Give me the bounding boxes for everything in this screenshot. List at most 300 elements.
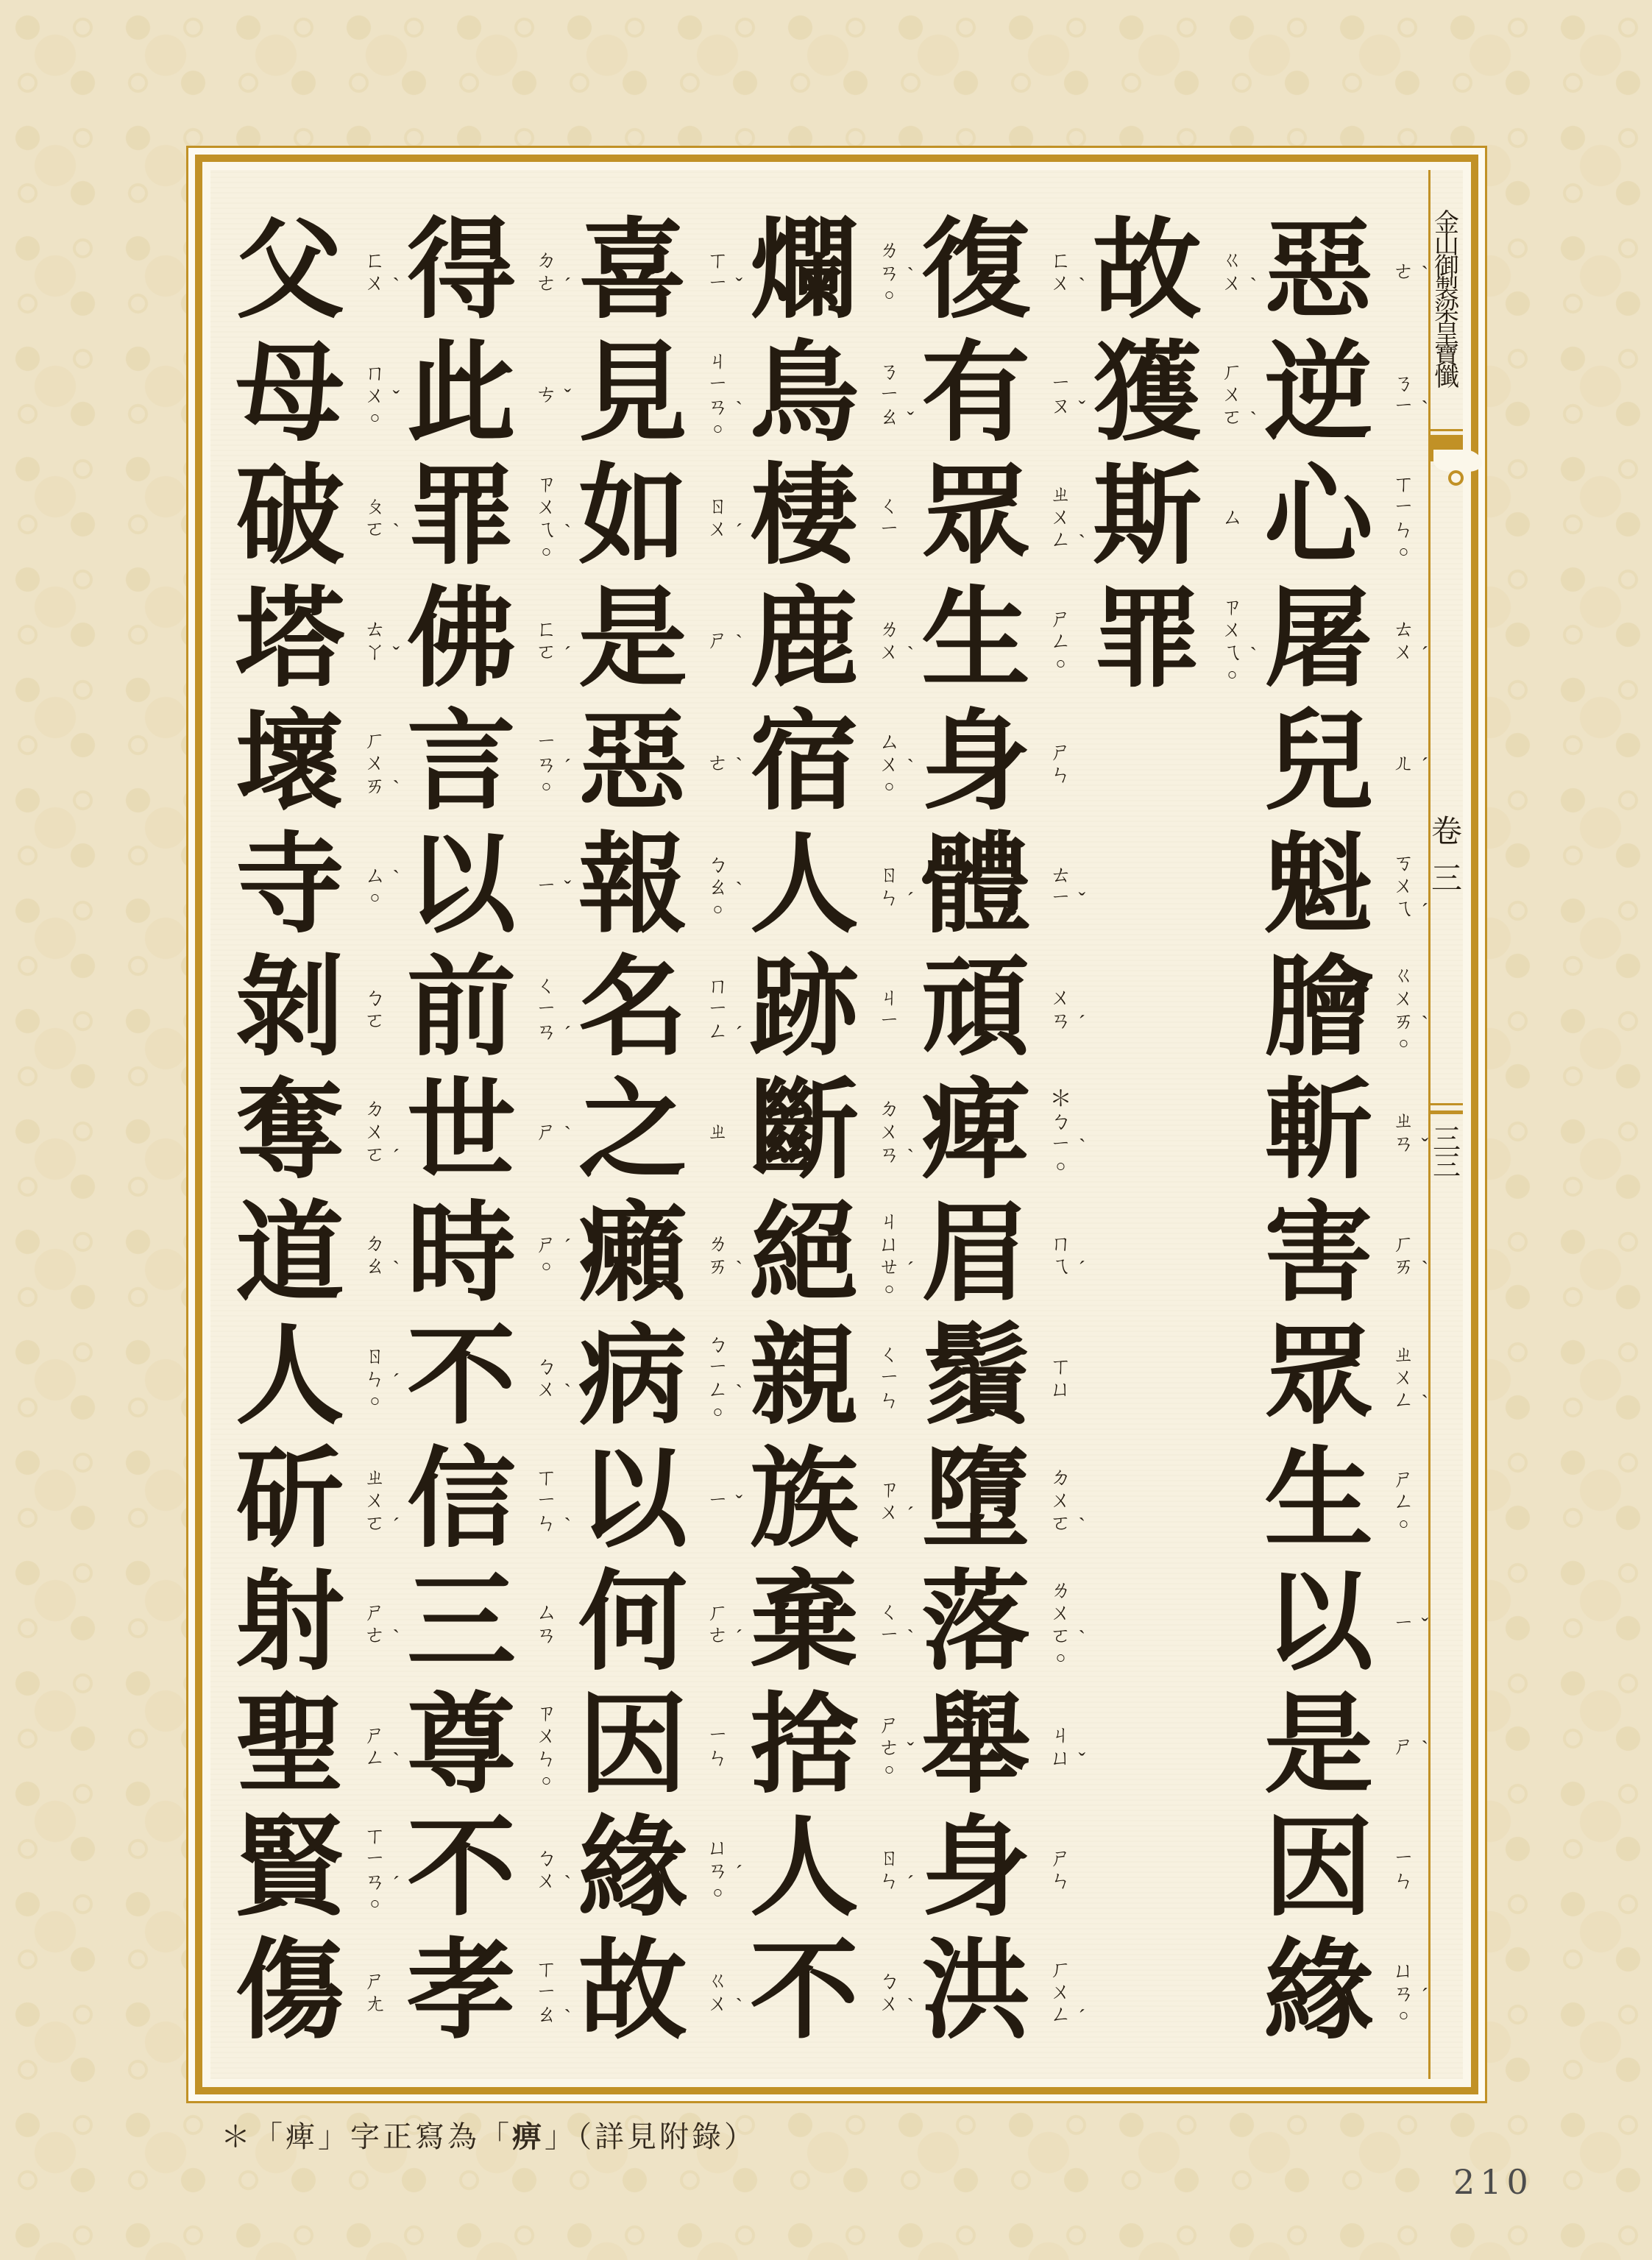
tone-mark: ˋ — [564, 1515, 571, 1537]
main-character: 體 — [921, 826, 1030, 946]
zhuyin-annotation: ㄧ ㄣ — [706, 1723, 728, 1770]
main-character: 捨 — [750, 1686, 859, 1807]
tone-mark: ˋ — [564, 521, 571, 544]
main-character: 害 — [1264, 1194, 1373, 1315]
main-character: 落 — [921, 1563, 1030, 1684]
main-character: 時 — [407, 1194, 516, 1315]
pause-circle: ○ — [1398, 2005, 1409, 2025]
tone-mark: ˋ — [735, 754, 742, 777]
tone-mark: ˋ — [735, 878, 742, 901]
main-character: 棄 — [750, 1563, 859, 1684]
main-character: 宿 — [750, 703, 859, 823]
main-character: 言 — [407, 703, 516, 823]
char-cell — [568, 702, 740, 825]
tone-mark: ˊ — [564, 1023, 571, 1046]
char-cell — [1082, 579, 1257, 702]
char-cell — [397, 825, 571, 948]
char-cell — [740, 1194, 914, 1317]
zhuyin-annotation: ㄐ ㄩ ㄝ ˊ ○ — [878, 1210, 914, 1298]
main-character: 眾 — [1264, 1317, 1373, 1438]
tone-mark: ˊ — [735, 1023, 742, 1046]
char-cell — [225, 210, 400, 333]
zhuyin-annotation: ㄨ ㄢ ˊ — [1049, 985, 1085, 1035]
main-character: 名 — [578, 949, 687, 1069]
tone-mark: ˇ — [907, 1738, 914, 1762]
text-column-2 — [1082, 210, 1257, 2054]
pause-circle: ○ — [884, 776, 895, 796]
main-character: 佛 — [407, 580, 516, 701]
zhuyin-annotation: ㄕ ˋ — [1392, 1735, 1428, 1760]
char-cell — [1254, 1808, 1425, 1931]
tone-mark: ˇ — [564, 877, 571, 900]
zhuyin-annotation: ㄈ ㄛ ˊ — [535, 617, 571, 666]
tone-mark: ˋ — [1249, 644, 1257, 667]
main-character: 之 — [578, 1071, 687, 1192]
char-cell — [1082, 333, 1257, 456]
char-cell — [397, 456, 571, 579]
tone-mark: ˇ — [735, 1492, 742, 1515]
zhuyin-annotation: ㄑ ㄧ ㄢ ˊ — [535, 974, 571, 1046]
tone-mark: ˊ — [907, 1258, 914, 1281]
zhuyin-annotation: ㄏ ㄨ ㄛ ˋ — [1221, 360, 1257, 431]
main-character: 獲 — [1093, 334, 1202, 455]
pause-circle: ○ — [1398, 542, 1409, 561]
text-column-3 — [911, 210, 1086, 2054]
main-character: 病 — [578, 1317, 687, 1438]
pause-circle: ○ — [541, 542, 552, 561]
zhuyin-annotation: ㄊ ㄚ ˇ — [364, 617, 400, 666]
main-character: 兒 — [1264, 703, 1373, 823]
char-cell — [568, 1071, 740, 1194]
char-cell — [568, 1685, 740, 1808]
pause-circle: ○ — [884, 285, 895, 304]
tone-mark: ˋ — [1078, 1627, 1085, 1650]
zhuyin-annotation: ㄌ ㄢ ˋ ○ — [878, 238, 914, 304]
zhuyin-annotation: ㄕ ㄥ ○ — [1049, 606, 1071, 673]
pause-circle: ○ — [369, 1391, 380, 1410]
tone-mark: ˇ — [1421, 1134, 1428, 1158]
tone-mark: ˇ — [564, 386, 571, 408]
tone-mark: ˋ — [1078, 531, 1085, 554]
text-column-5 — [568, 210, 740, 2054]
zhuyin-annotation: ㄍ ㄨ ˋ — [1221, 248, 1257, 297]
tone-mark: ˋ — [1421, 1257, 1428, 1280]
folio-divider-line-thick — [1431, 1110, 1463, 1114]
zhuyin-annotation: ㄅ ㄠ ˋ ○ — [706, 852, 742, 918]
main-character: 人 — [750, 826, 859, 946]
main-character: 是 — [578, 580, 687, 701]
tone-mark: ˋ — [907, 1626, 914, 1649]
main-character: 報 — [578, 826, 687, 946]
char-cell — [911, 1317, 1082, 1439]
tone-mark: ˋ — [392, 867, 400, 890]
main-character: 癩 — [578, 1194, 687, 1315]
tone-mark: ˋ — [735, 631, 742, 654]
zhuyin-annotation: ㄦ ˊ — [1392, 751, 1428, 777]
zhuyin-annotation: ㄉ ㄜ ˊ — [535, 248, 571, 297]
zhuyin-annotation: ㄇ ㄧ ㄥ ˊ — [706, 974, 742, 1046]
main-character: 三 — [407, 1563, 516, 1684]
pause-circle: ○ — [369, 408, 380, 427]
zhuyin-annotation: ㄍ ㄨ ˋ — [706, 1969, 742, 2018]
main-character: 不 — [407, 1809, 516, 1930]
zhuyin-annotation: ㄉ ㄠ ˋ — [364, 1231, 400, 1280]
zhuyin-annotation: ㄉ ㄨ ㄢ ˋ — [878, 1097, 914, 1169]
zhuyin-annotation: ㄎ ㄨ ㄟ ˊ — [1392, 851, 1428, 923]
text-column-1 — [1254, 210, 1428, 2054]
folio-divider-line-thin — [1431, 1103, 1463, 1105]
main-character: 世 — [407, 1071, 516, 1192]
footnote-star-marker: ＊ — [1049, 1086, 1072, 1111]
zhuyin-annotation: ㄜ ˋ — [1392, 260, 1428, 286]
zhuyin-annotation: ㄍ ㄨ ㄞ ˋ ○ — [1392, 964, 1428, 1052]
char-cell — [740, 1317, 911, 1439]
zhuyin-annotation: ㄧ ˇ — [706, 1489, 742, 1515]
folio-label: 三 三 — [1432, 1124, 1461, 1182]
tone-mark: ˊ — [1078, 1011, 1085, 1035]
main-character: 母 — [235, 334, 344, 455]
char-cell — [397, 1071, 571, 1194]
char-cell — [225, 702, 400, 825]
main-character: 壞 — [235, 703, 344, 823]
main-character: 此 — [407, 334, 516, 455]
tone-mark: ˋ — [1421, 1737, 1428, 1760]
zhuyin-annotation: ㄖ ㄨ ˊ — [706, 494, 742, 543]
main-character: 傷 — [235, 1932, 344, 2052]
pause-circle: ○ — [541, 1771, 552, 1790]
char-cell — [225, 579, 400, 702]
main-character: 前 — [407, 949, 516, 1069]
zhuyin-annotation: ㄧ ㄣ — [1392, 1846, 1414, 1893]
main-character: 眾 — [921, 457, 1030, 578]
char-cell — [397, 1808, 571, 1931]
folio-divider — [1431, 1103, 1463, 1114]
zhuyin-annotation: ㄩ ㄢ ˊ ○ — [706, 1835, 742, 1902]
volume-label: 卷 三 — [1431, 815, 1462, 896]
zhuyin-annotation: ㄌ ㄞ ˋ — [706, 1231, 742, 1280]
char-cell — [740, 579, 914, 702]
zhuyin-annotation: ㄗ ㄨ ˊ — [878, 1477, 914, 1526]
char-cell — [568, 333, 740, 456]
main-character: 爛 — [750, 211, 859, 332]
tone-mark: ˊ — [907, 888, 914, 912]
zhuyin-annotation: ㄙ ˋ ○ — [364, 864, 400, 907]
main-character: 痺 — [921, 1071, 1030, 1192]
main-character: 賢 — [235, 1809, 344, 1930]
char-cell — [740, 210, 914, 333]
main-character: 族 — [750, 1440, 859, 1561]
main-character: 故 — [1093, 211, 1202, 332]
char-cell — [911, 1685, 1085, 1808]
tone-mark: ˊ — [1421, 642, 1428, 666]
char-cell — [568, 1808, 740, 1931]
pause-circle: ○ — [712, 1403, 723, 1421]
zhuyin-annotation: ㄕ ˊ ○ — [535, 1233, 571, 1275]
zhuyin-annotation: ㄉ ㄨ ㄛ ˊ — [364, 1097, 400, 1169]
char-cell — [740, 1439, 914, 1562]
pause-circle: ○ — [541, 1257, 552, 1275]
zhuyin-annotation: ㄏ ㄞ ˋ — [1392, 1231, 1428, 1280]
pause-circle: ○ — [712, 1882, 723, 1902]
zhuyin-annotation: ㄋ ㄧ ㄠ ˇ — [878, 360, 914, 431]
main-character: 斯 — [1093, 457, 1202, 578]
zhuyin-annotation: ㄓ — [706, 1120, 728, 1144]
zhuyin-annotation: ㄊ ㄧ ˇ — [1049, 862, 1085, 912]
main-character: 逆 — [1264, 334, 1373, 455]
char-cell — [911, 210, 1085, 333]
main-character: 頑 — [921, 949, 1030, 1069]
char-cell — [397, 1562, 568, 1685]
tone-mark: ˊ — [1421, 1984, 1428, 2008]
main-character: 斬 — [1264, 1071, 1373, 1192]
main-character: 人 — [235, 1317, 344, 1438]
main-character: 何 — [578, 1563, 687, 1684]
zhuyin-annotation: ㄓ ㄨ ㄥ ˋ — [1392, 1343, 1428, 1414]
zhuyin-annotation: ㄑ ㄧ ˋ — [878, 1600, 914, 1649]
main-character: 聖 — [235, 1686, 344, 1807]
tone-mark: ˊ — [392, 1146, 400, 1169]
zhuyin-annotation: ㄇ ㄟ ˊ — [1049, 1231, 1085, 1280]
char-cell — [225, 456, 400, 579]
pause-circle: ○ — [884, 1280, 895, 1298]
tone-mark: ˋ — [735, 1381, 742, 1404]
char-cell — [397, 1685, 568, 1808]
main-character: 罪 — [1093, 580, 1202, 701]
char-cell — [225, 1071, 400, 1194]
text-column-6 — [397, 210, 571, 2054]
pause-circle: ○ — [1055, 1648, 1066, 1667]
ornament-thin-line — [1431, 429, 1463, 431]
tone-mark: ˋ — [564, 1871, 571, 1895]
char-cell — [225, 1931, 397, 2054]
tone-mark: ˋ — [392, 777, 400, 800]
main-character: 墮 — [921, 1440, 1030, 1561]
char-cell — [225, 333, 400, 456]
tone-mark: ˊ — [1078, 2006, 1085, 2029]
char-cell — [225, 1562, 400, 1685]
tone-mark: ˋ — [1421, 263, 1428, 286]
zhuyin-annotation: ㄓ ㄢ ˇ — [1392, 1108, 1428, 1158]
char-cell — [1254, 579, 1428, 702]
page-frame-inner — [195, 155, 1478, 2094]
zhuyin-annotation: ㄐ ㄩ ˇ — [1049, 1723, 1085, 1772]
zhuyin-annotation: ㄅ ㄨ ˋ — [535, 1354, 571, 1403]
main-character: 因 — [1264, 1809, 1373, 1930]
char-cell — [397, 579, 571, 702]
char-cell — [397, 702, 571, 825]
zhuyin-annotation: ㄈ ㄨ ˋ — [1049, 248, 1085, 297]
main-character: 奪 — [235, 1071, 344, 1192]
tone-mark: ˊ — [735, 1861, 742, 1885]
main-character: 破 — [235, 457, 344, 578]
cloud-motif-icon — [1433, 450, 1482, 472]
zhuyin-annotation: ㄕ ㄥ ˋ — [364, 1723, 400, 1772]
char-cell — [911, 456, 1085, 579]
char-cell — [568, 825, 740, 948]
char-cell — [397, 1931, 571, 2054]
char-cell — [911, 1931, 1085, 2054]
tone-mark: ˇ — [1078, 1749, 1085, 1772]
page-frame — [186, 146, 1487, 2103]
tone-mark: ˋ — [392, 1626, 400, 1649]
char-cell — [911, 702, 1082, 825]
tone-mark: ˇ — [392, 642, 400, 666]
main-character: 魁 — [1264, 826, 1373, 946]
main-character: 罪 — [407, 457, 516, 578]
main-character: 舉 — [921, 1686, 1030, 1807]
main-character: 鬚 — [921, 1317, 1030, 1438]
char-cell — [911, 825, 1085, 948]
char-cell — [568, 456, 740, 579]
zhuyin-annotation: ㄕ ㄜ ˇ ○ — [878, 1712, 914, 1779]
char-cell — [740, 948, 911, 1071]
tone-mark: ˋ — [392, 520, 400, 543]
zhuyin-annotation: ㄏ ㄨ ㄥ ˊ — [1049, 1958, 1085, 2029]
pause-circle: ○ — [712, 899, 723, 918]
char-cell — [1254, 948, 1428, 1071]
zhuyin-annotation: ㄧ ˇ — [1392, 1612, 1428, 1637]
main-character: 惡 — [1264, 211, 1373, 332]
char-cell — [1082, 456, 1254, 579]
main-character: 父 — [235, 211, 344, 332]
char-cell — [1254, 1562, 1428, 1685]
char-cell — [911, 948, 1085, 1071]
main-character: 跡 — [750, 949, 859, 1069]
tone-mark: ˊ — [1078, 1257, 1085, 1280]
tone-mark: ˋ — [907, 755, 914, 779]
tone-mark: ˊ — [564, 1236, 571, 1258]
char-cell — [225, 1439, 400, 1562]
tone-mark: ˋ — [1079, 1135, 1086, 1158]
pause-circle: ○ — [1398, 1514, 1409, 1533]
tone-mark: ˋ — [392, 274, 400, 297]
main-character: 棲 — [750, 457, 859, 578]
tone-mark: ˊ — [392, 1873, 400, 1896]
char-cell — [1254, 825, 1428, 948]
zhuyin-annotation: ㄩ ㄢ ˊ ○ — [1392, 1958, 1428, 2025]
char-cell — [397, 1317, 571, 1439]
char-cell — [911, 1808, 1082, 1931]
scripture-text-area — [210, 170, 1428, 2079]
zhuyin-annotation: ㄘ ˇ — [535, 383, 571, 408]
main-character: 鹿 — [750, 580, 859, 701]
tone-mark: ˋ — [907, 263, 914, 287]
text-column-7 — [225, 210, 400, 2054]
tone-mark: ˋ — [1421, 1013, 1428, 1035]
zhuyin-annotation: ㄕ ㄣ — [1049, 740, 1071, 787]
zhuyin-annotation: ㄒ ㄧ ㄠ ˋ — [535, 1958, 571, 2029]
char-cell — [568, 210, 740, 333]
pause-circle: ○ — [541, 776, 552, 796]
zhuyin-annotation: ㄏ ㄨ ㄞ ˋ — [364, 729, 400, 800]
main-character: 信 — [407, 1440, 516, 1561]
zhuyin-annotation: ㄑ ㄧ — [878, 494, 900, 541]
tone-mark: ˊ — [907, 1503, 914, 1526]
zhuyin-annotation: ㄏ ㄜ ˊ — [706, 1600, 742, 1649]
tone-mark: ˋ — [392, 1749, 400, 1772]
tone-mark: ˋ — [1421, 1392, 1428, 1414]
main-character: 眉 — [921, 1194, 1030, 1315]
zhuyin-annotation: ㄒ ㄩ — [1049, 1354, 1071, 1401]
tone-mark: ˊ — [392, 1370, 400, 1393]
main-character: 緣 — [1264, 1932, 1373, 2052]
circle-motif-icon — [1448, 470, 1464, 486]
main-character: 親 — [750, 1317, 859, 1438]
zhuyin-annotation: ㄗ ㄨ ㄣ ○ — [535, 1701, 557, 1790]
char-cell — [1254, 702, 1428, 825]
zhuyin-annotation: ㄕ ㄤ — [364, 1969, 386, 2016]
zhuyin-annotation: ㄅ ㄧ ㄥ ˋ ○ — [706, 1333, 742, 1421]
zhuyin-annotation: ㄒ ㄧ ㄣ ○ — [1392, 472, 1414, 561]
pause-circle: ○ — [1227, 665, 1238, 684]
char-cell — [397, 210, 571, 333]
zhuyin-annotation: ㄧ ˇ — [535, 874, 571, 900]
char-cell — [1254, 1685, 1428, 1808]
text-columns — [225, 210, 1428, 2054]
tone-mark: ˇ — [735, 274, 742, 297]
main-character: 如 — [578, 457, 687, 578]
main-character: 是 — [1264, 1686, 1373, 1807]
main-character: 塔 — [235, 580, 344, 701]
main-character: 復 — [921, 211, 1030, 332]
zhuyin-annotation: ㄐ ㄧ — [878, 985, 900, 1032]
main-character: 以 — [578, 1440, 687, 1561]
tone-mark: ˊ — [564, 642, 571, 666]
page-content — [210, 170, 1463, 2079]
char-cell — [740, 1562, 914, 1685]
text-column-4 — [740, 210, 914, 2054]
zhuyin-annotation: ㄓ ㄨ ㄥ ˋ — [1049, 483, 1085, 554]
tone-mark: ˊ — [907, 1871, 914, 1895]
tone-mark: ˋ — [907, 642, 914, 666]
footnote-corrected-char: 痹 — [512, 2120, 545, 2153]
tone-mark: ˊ — [564, 274, 571, 297]
main-character: 生 — [1264, 1440, 1373, 1561]
zhuyin-annotation: ㄌ ㄨ ˋ — [878, 617, 914, 666]
tone-mark: ˋ — [564, 1123, 571, 1146]
main-character: 道 — [235, 1194, 344, 1315]
main-character: 人 — [750, 1809, 859, 1930]
main-character: 寺 — [235, 826, 344, 946]
page-number: 210 — [1453, 2162, 1534, 2202]
char-cell — [1254, 210, 1428, 333]
main-character: 有 — [921, 334, 1030, 455]
main-character: 射 — [235, 1563, 344, 1684]
footnote-text-tail: 」（詳見附錄） — [545, 2120, 756, 2153]
ornament-gold-band — [1431, 435, 1463, 461]
tone-mark: ˋ — [735, 1994, 742, 2018]
tone-mark: ˊ — [564, 755, 571, 779]
main-character: 惡 — [578, 703, 687, 823]
pause-circle: ○ — [369, 888, 380, 907]
zhuyin-annotation: ＊ ㄅ ㄧ ˋ ○ — [1049, 1086, 1086, 1175]
char-cell — [911, 1439, 1085, 1562]
zhuyin-annotation: ㄕ ˋ — [535, 1120, 571, 1146]
main-character: 孝 — [407, 1932, 516, 2052]
zhuyin-annotation: ㄙ ㄢ — [535, 1600, 557, 1647]
char-cell — [1082, 210, 1257, 333]
cloud-ornament — [1431, 429, 1463, 461]
char-cell — [397, 1439, 571, 1562]
tone-mark: ˊ — [735, 520, 742, 543]
char-cell — [911, 1194, 1085, 1317]
main-character: 喜 — [578, 211, 687, 332]
main-character: 見 — [578, 334, 687, 455]
char-cell — [1254, 333, 1428, 456]
main-character: 屠 — [1264, 580, 1373, 701]
char-cell — [568, 1562, 740, 1685]
zhuyin-annotation: ㄆ ㄛ ˋ — [364, 494, 400, 543]
